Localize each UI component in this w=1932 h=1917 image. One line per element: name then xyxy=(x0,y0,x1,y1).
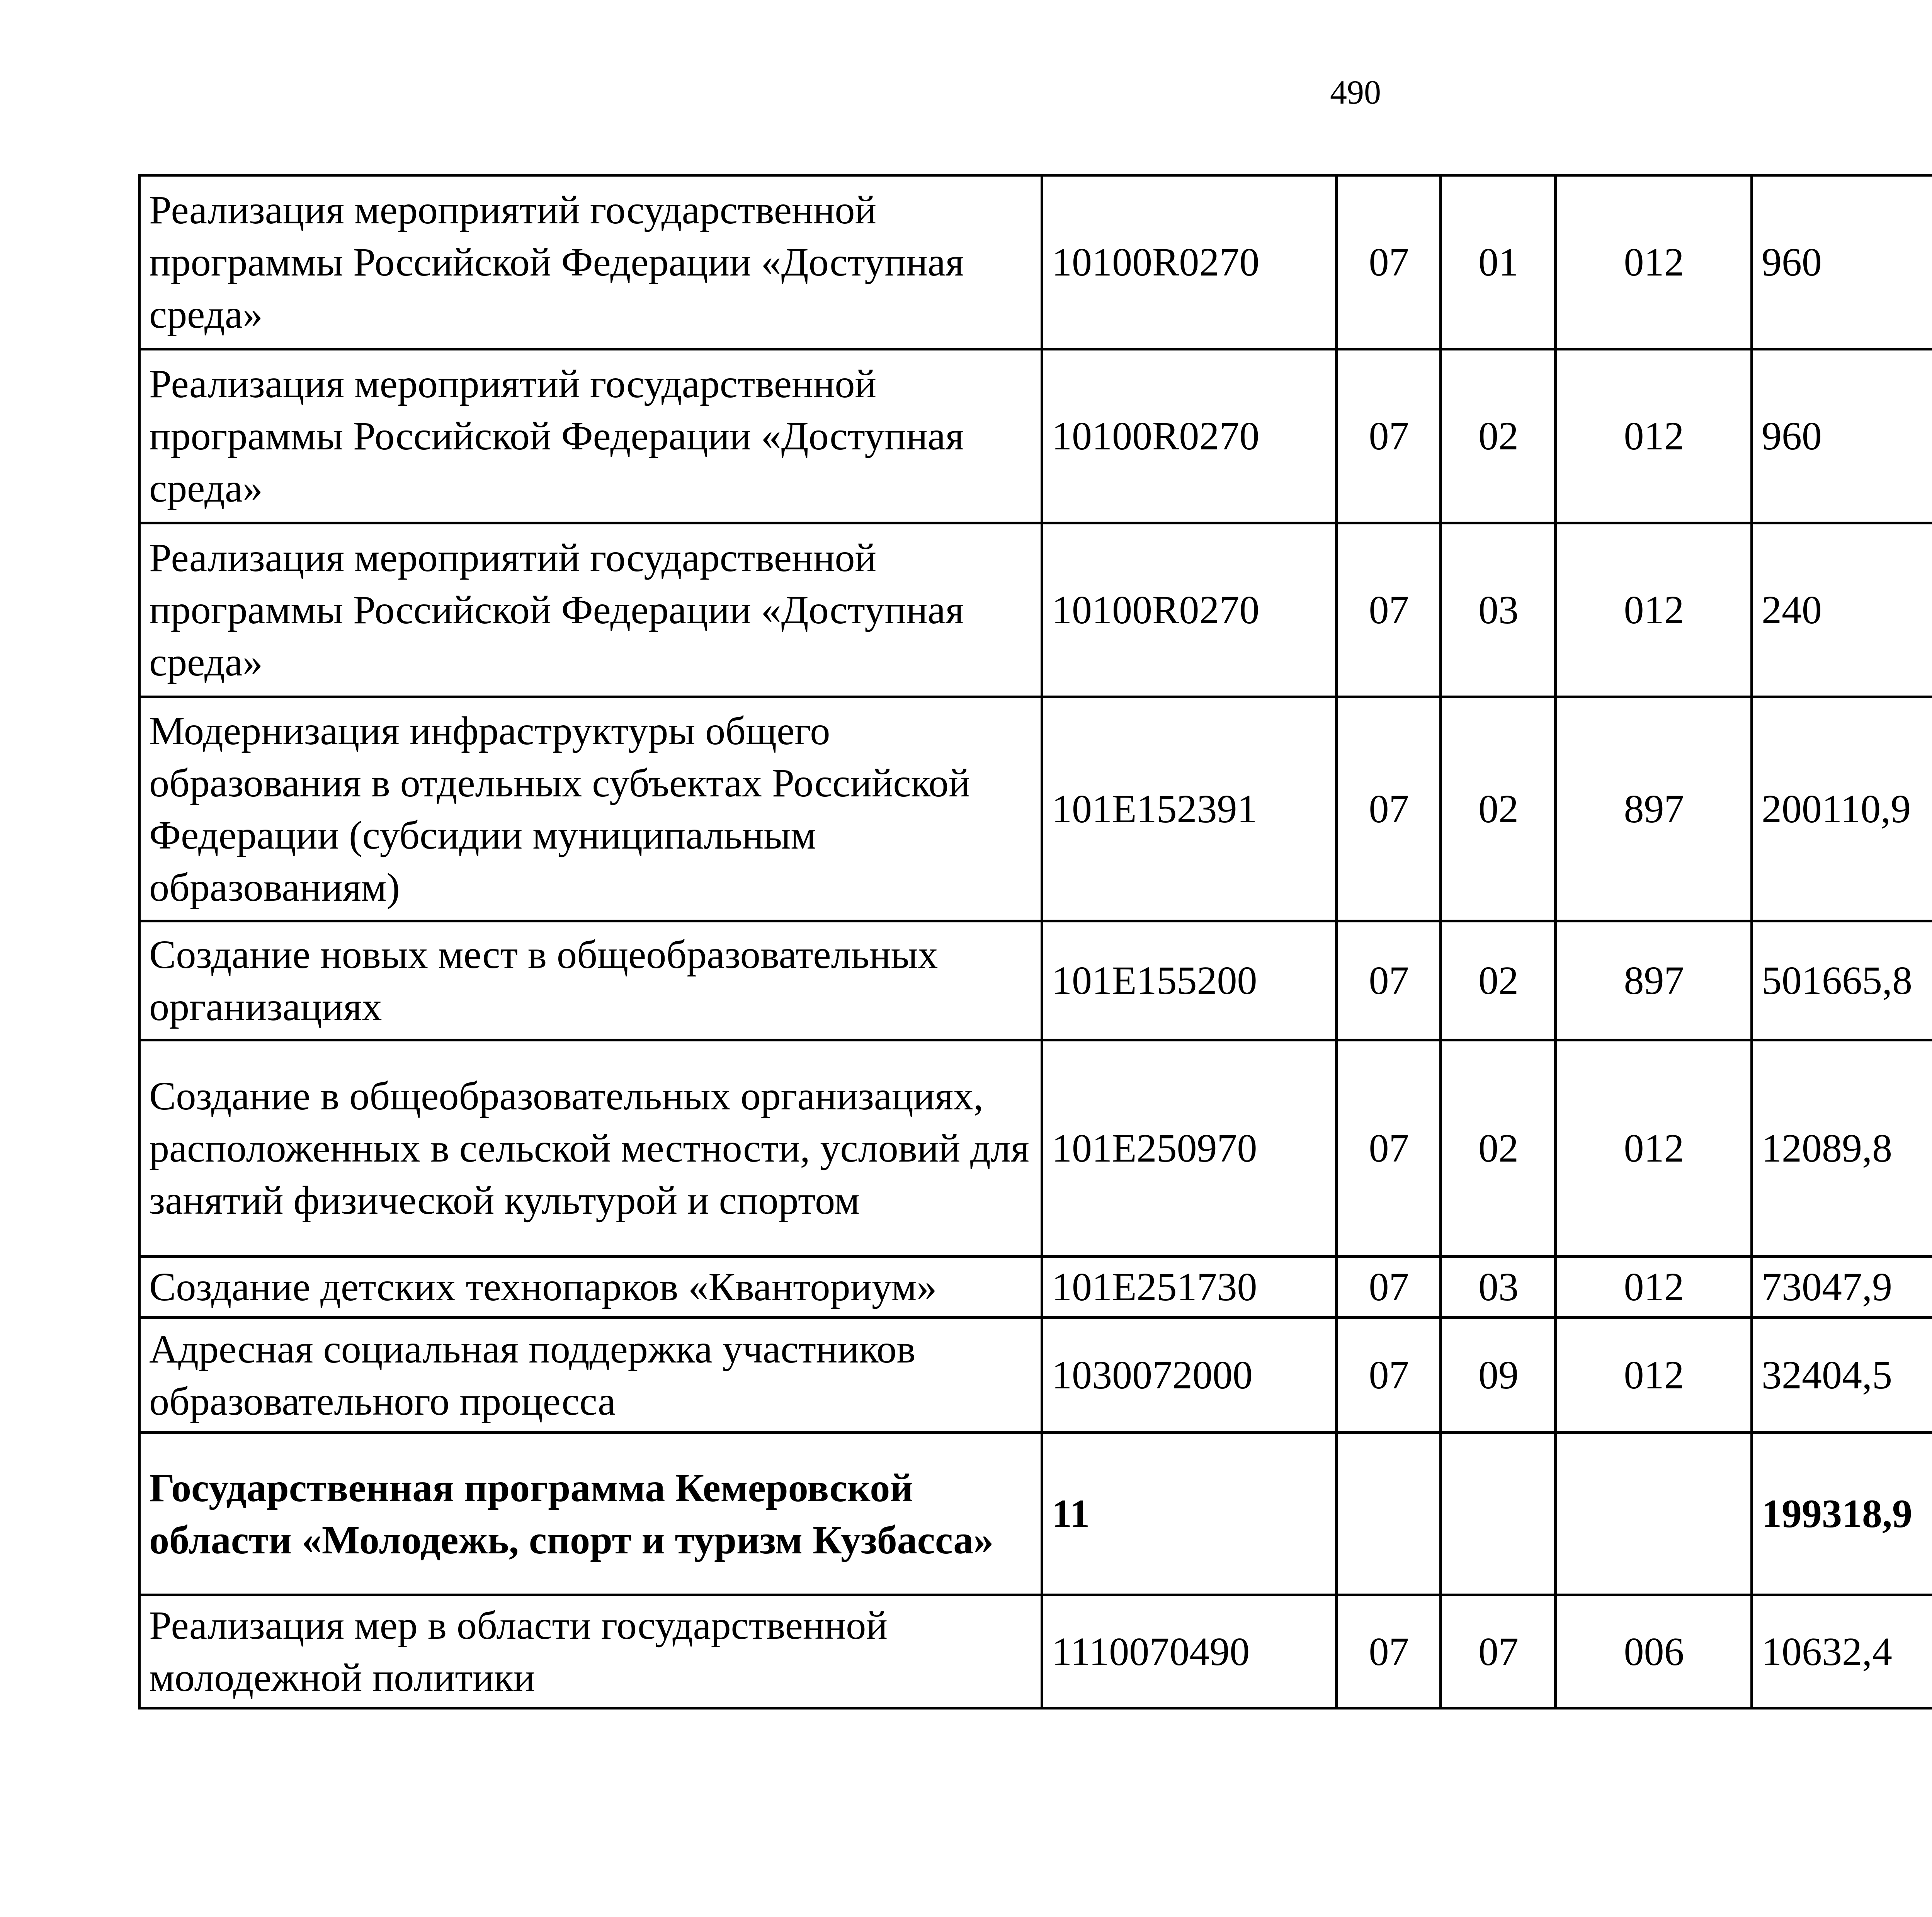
row-section: 07 xyxy=(1337,697,1441,921)
row-sum-1: 10632,4 xyxy=(1752,1595,1932,1708)
row-name: Модернизация инфраструктуры общего образования в отдельных субъектах Российской Федерации (субсидии муниципальным образованиям) xyxy=(139,697,1042,921)
row-code: 11 xyxy=(1042,1433,1337,1595)
row-expense-type: 012 xyxy=(1556,1040,1752,1257)
row-subsection: 07 xyxy=(1441,1595,1556,1708)
budget-table xyxy=(138,174,1932,1709)
page-number: 490 xyxy=(1330,74,1381,111)
row-subsection: 03 xyxy=(1441,523,1556,697)
row-section: 07 xyxy=(1337,523,1441,697)
row-name: Государственная программа Кемеровской области «Молодежь, спорт и туризм Кузбасса» xyxy=(139,1433,1042,1595)
row-subsection: 02 xyxy=(1441,697,1556,921)
row-sum-1: 200110,9 xyxy=(1752,697,1932,921)
row-sum-1: 12089,8 xyxy=(1752,1040,1932,1257)
row-code: 1030072000 xyxy=(1042,1318,1337,1433)
row-expense-type: 012 xyxy=(1556,175,1752,349)
row-subsection: 03 xyxy=(1441,1257,1556,1318)
row-name: Реализация мер в области государственной молодежной политики xyxy=(139,1595,1042,1708)
row-section: 07 xyxy=(1337,175,1441,349)
row-name: Адресная социальная поддержка участников образовательного процесса xyxy=(139,1318,1042,1433)
row-name: Создание новых мест в общеобразовательных организациях xyxy=(139,921,1042,1040)
table-row xyxy=(139,697,1932,921)
row-section: 07 xyxy=(1337,1040,1441,1257)
row-code: 101E250970 xyxy=(1042,1040,1337,1257)
row-name: Реализация мероприятий государственной программы Российской Федерации «Доступная среда» xyxy=(139,349,1042,523)
table-row xyxy=(139,1040,1932,1257)
row-subsection: 01 xyxy=(1441,175,1556,349)
row-expense-type: 897 xyxy=(1556,697,1752,921)
row-expense-type xyxy=(1556,1433,1752,1595)
row-section xyxy=(1337,1433,1441,1595)
row-name: Создание в общеобразовательных организациях, расположенных в сельской местности, условий для занятий физической культурой и спортом xyxy=(139,1040,1042,1257)
row-code: 101E155200 xyxy=(1042,921,1337,1040)
row-expense-type: 012 xyxy=(1556,523,1752,697)
row-sum-1: 501665,8 xyxy=(1752,921,1932,1040)
row-sum-1: 199318,9 xyxy=(1752,1433,1932,1595)
table-row-program-total xyxy=(139,1433,1932,1595)
row-sum-1: 960 xyxy=(1752,175,1932,349)
row-sum-1: 32404,5 xyxy=(1752,1318,1932,1433)
row-section: 07 xyxy=(1337,921,1441,1040)
row-name: Создание детских технопарков «Кванториум» xyxy=(139,1257,1042,1318)
row-section: 07 xyxy=(1337,349,1441,523)
table-row xyxy=(139,1257,1932,1318)
row-code: 10100R0270 xyxy=(1042,175,1337,349)
row-sum-1: 73047,9 xyxy=(1752,1257,1932,1318)
row-code: 10100R0270 xyxy=(1042,523,1337,697)
row-expense-type: 006 xyxy=(1556,1595,1752,1708)
row-subsection: 02 xyxy=(1441,1040,1556,1257)
table-row xyxy=(139,921,1932,1040)
table-row xyxy=(139,175,1932,349)
row-expense-type: 012 xyxy=(1556,349,1752,523)
row-expense-type: 897 xyxy=(1556,921,1752,1040)
row-subsection: 09 xyxy=(1441,1318,1556,1433)
row-code: 101E251730 xyxy=(1042,1257,1337,1318)
table-row xyxy=(139,523,1932,697)
row-code: 1110070490 xyxy=(1042,1595,1337,1708)
row-section: 07 xyxy=(1337,1595,1441,1708)
row-subsection: 02 xyxy=(1441,921,1556,1040)
row-sum-1: 240 xyxy=(1752,523,1932,697)
row-expense-type: 012 xyxy=(1556,1257,1752,1318)
row-name: Реализация мероприятий государственной программы Российской Федерации «Доступная среда» xyxy=(139,523,1042,697)
row-section: 07 xyxy=(1337,1257,1441,1318)
row-subsection: 02 xyxy=(1441,349,1556,523)
row-code: 10100R0270 xyxy=(1042,349,1337,523)
row-sum-1: 960 xyxy=(1752,349,1932,523)
row-expense-type: 012 xyxy=(1556,1318,1752,1433)
row-subsection xyxy=(1441,1433,1556,1595)
row-section: 07 xyxy=(1337,1318,1441,1433)
table-row xyxy=(139,1318,1932,1433)
row-name: Реализация мероприятий государственной программы Российской Федерации «Доступная среда» xyxy=(139,175,1042,349)
row-code: 101E152391 xyxy=(1042,697,1337,921)
table-row xyxy=(139,349,1932,523)
table-row xyxy=(139,1595,1932,1708)
